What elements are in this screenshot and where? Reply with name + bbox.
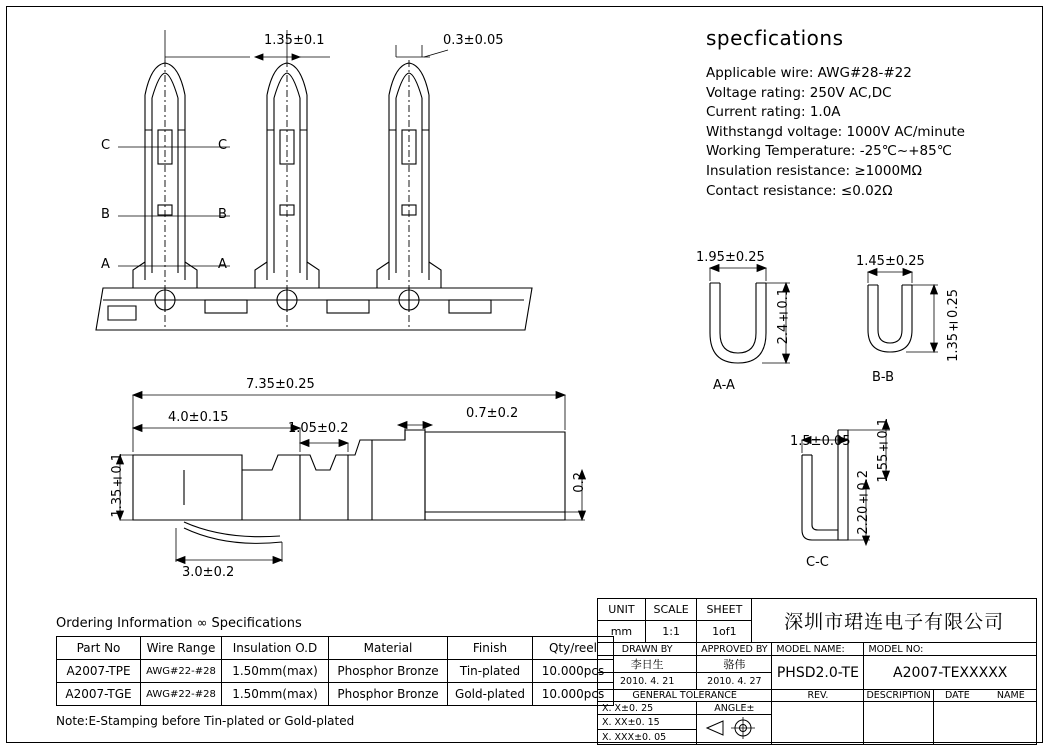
ordering-table [56,636,614,706]
dim-b-label: 1.05±0.2 [288,421,349,436]
section-aa-height-label: 2.4±0.1 [776,288,791,345]
angle-label: ANGLE± [697,702,772,715]
description-label: DESCRIPTION [864,690,933,702]
scale-label: SCALE [645,599,697,621]
table-row [57,683,614,706]
drawn-by-date: 2010. 4. 21 [598,673,697,690]
section-label-a-right: A [218,257,227,272]
date-label: DATE [945,690,970,701]
cell-finish-1: Tin-plated [448,660,533,683]
section-bb-label: B-B [872,370,895,385]
date-name-value [933,702,1036,745]
section-bb-height-label: 1.35±0.25 [946,289,961,362]
section-cc-inner-height-label: 2.20±0.2 [856,470,871,535]
approved-by-name: 骆伟 [697,656,772,673]
dim-a-label: 4.0±0.15 [168,410,229,425]
col-qty-reel: Qty/reel [533,637,614,660]
col-material: Material [329,637,448,660]
scale-value: 1:1 [645,621,697,643]
rev-value [772,702,864,745]
unit-label: UNIT [598,599,646,621]
cell-qty-2: 10.000pcs [533,683,614,706]
dim-thickness-label: 0.3±0.05 [443,33,504,48]
spec-line-1: Applicable wire: AWG#28-#22 [706,65,912,81]
ordering-note: Note:E-Stamping before Tin-plated or Gold-plated [56,714,355,728]
dim-total-length-label: 7.35±0.25 [246,377,315,392]
section-label-a-left: A [101,257,110,272]
tolerance-1: X. X±0. 25 [598,702,697,715]
tolerance-3: X. XXX±0. 05 [598,730,697,745]
section-cc-width-label: 1.5±0.05 [790,434,851,449]
cell-material-2: Phosphor Bronze [329,683,448,706]
col-finish: Finish [448,637,533,660]
drawn-by-name: 李日生 [598,656,697,673]
drawn-by-label: DRAWN BY [598,643,697,656]
tolerance-2: X. XX±0. 15 [598,715,697,730]
sheet-label: SHEET [697,599,752,621]
cell-wire-range-1: AWG#22-#28 [141,660,222,683]
spec-line-2: Voltage rating: 250V AC,DC [706,84,892,101]
spec-line-6: Insulation resistance: ≥1000MΩ [706,162,922,179]
table-row [57,660,614,683]
section-label-b-right: B [218,207,227,222]
approved-by-label: APPROVED BY [697,643,772,656]
cell-qty-1: 10.000pcs [533,660,614,683]
date-name-header [933,690,1036,702]
description-value [864,702,933,745]
spec-line-5: Working Temperature: -25℃~+85℃ [706,143,952,160]
section-bb-width-label: 1.45±0.25 [856,254,925,269]
section-label-c-right: C [218,138,228,153]
spec-line-7: Contact resistance: ≤0.02Ω [706,182,893,199]
section-label-c-left: C [101,138,111,153]
col-wire-range: Wire Range [141,637,222,660]
cell-material-1: Phosphor Bronze [329,660,448,683]
model-name-label: MODEL NAME: [772,643,864,656]
cell-insulation-2: 1.50mm(max) [222,683,329,706]
unit-value: mm [598,621,646,643]
section-label-b-left: B [101,207,110,222]
projection-symbol [697,715,772,745]
col-part-no: Part No [57,637,141,660]
title-block [597,598,1037,743]
cell-wire-range-2: AWG#22-#28 [141,683,222,706]
col-insulation-od: Insulation O.D [222,637,329,660]
cell-part-no-1: A2007-TPE [57,660,141,683]
spec-title: specfications [706,26,844,50]
company-name: 深圳市珺连电子有限公司 [752,599,1037,643]
section-cc-outer-height-label: 1.55±0.1 [876,418,891,483]
section-aa-label: A-A [713,378,735,393]
dim-c-label: 0.7±0.2 [466,406,519,421]
model-no-value: A2007-TEXXXXX [864,656,1037,690]
spec-line-4: Withstangd voltage: 1000V AC/minute [706,123,965,140]
model-name-value: PHSD2.0-TE [772,656,864,690]
spec-list [706,64,965,201]
dim-tail-label: 0.2 [572,472,587,493]
model-no-label: MODEL NO: [864,643,1037,656]
rev-label: REV. [772,690,864,702]
dim-pitch-label: 1.35±0.1 [264,33,325,48]
cell-insulation-1: 1.50mm(max) [222,660,329,683]
sheet-value: 1of1 [697,621,752,643]
table-header-row [57,637,614,660]
general-tolerance-label: GENERAL TOLERANCE [598,690,772,702]
dim-height-label: 1.35±0.1 [110,453,125,518]
section-cc-label: C-C [806,555,829,570]
approved-by-date: 2010. 4. 27 [697,673,772,690]
cell-finish-2: Gold-plated [448,683,533,706]
dim-bottom-label: 3.0±0.2 [182,565,235,580]
cell-part-no-2: A2007-TGE [57,683,141,706]
name-label: NAME [996,690,1025,701]
spec-line-3: Current rating: 1.0A [706,104,841,121]
section-aa-width-label: 1.95±0.25 [696,250,765,265]
ordering-info-title: Ordering Information ∞ Specifications [56,616,302,631]
